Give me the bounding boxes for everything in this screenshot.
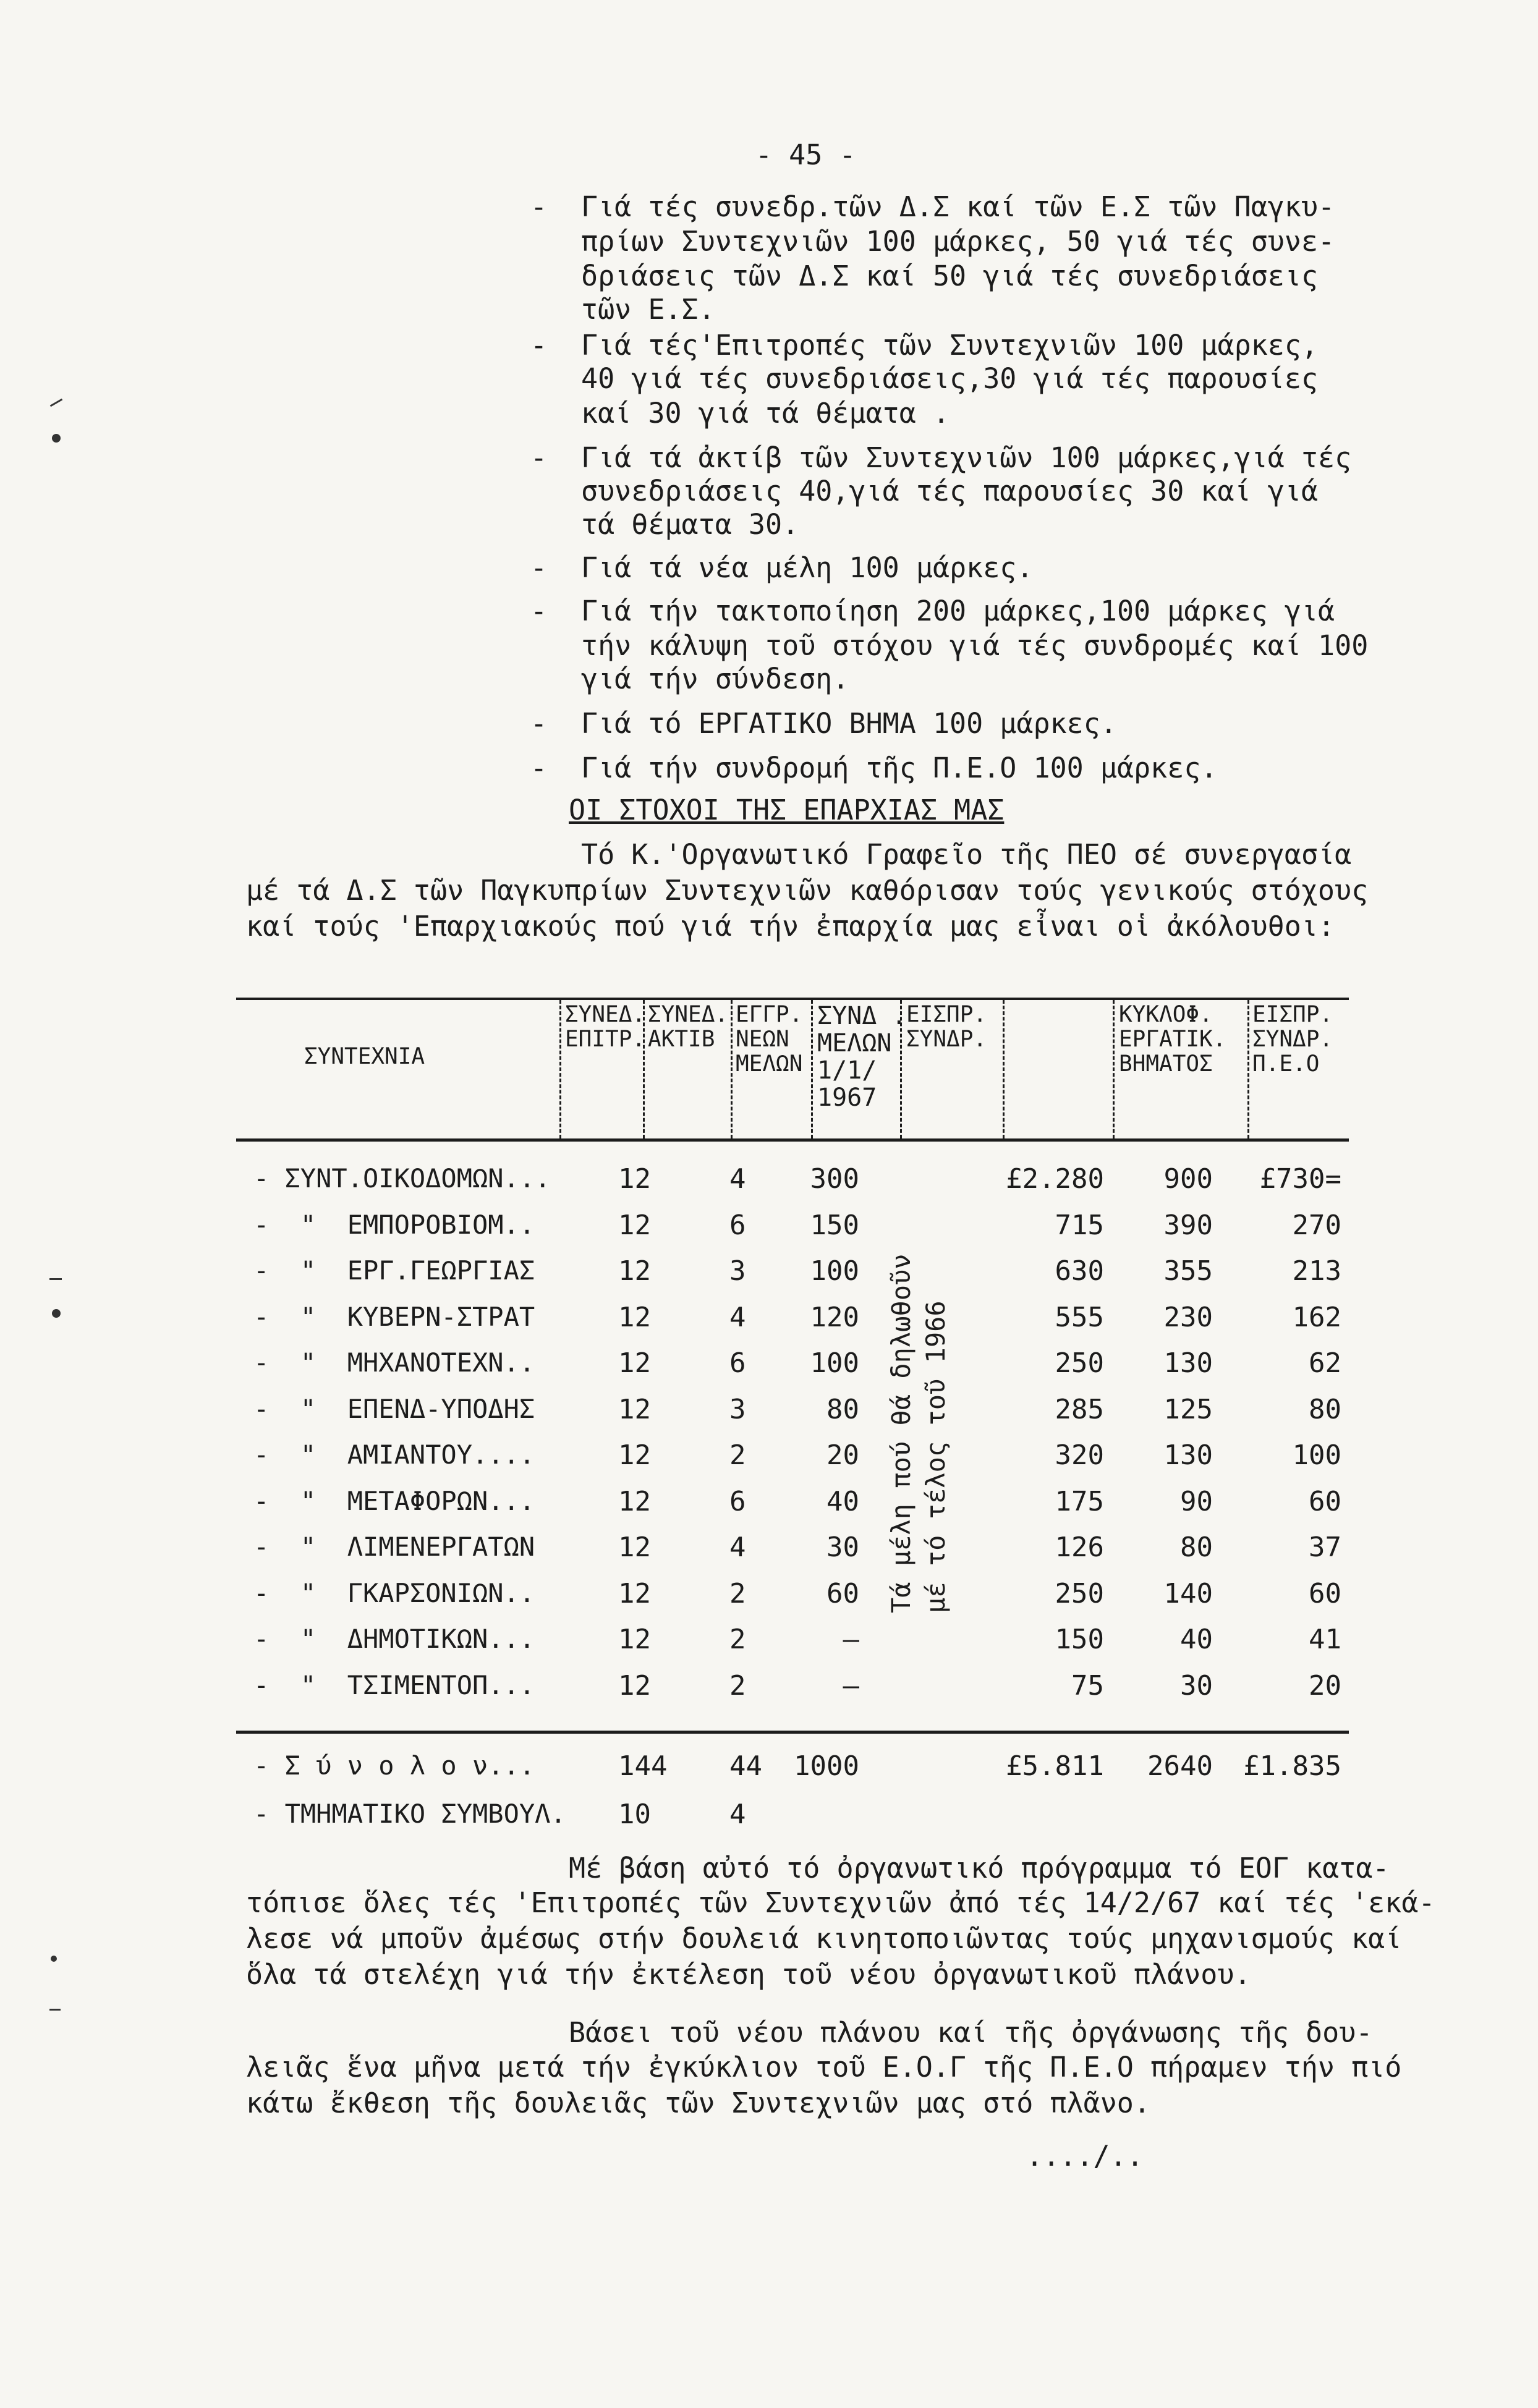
table-row-c6: 390 (1163, 1210, 1213, 1241)
table-row-c1: 12 (618, 1532, 651, 1563)
intro-item-2-line-1: Γιά τές'Επιτροπές τῶν Συντεχνιῶν 100 μάρκες, (581, 329, 1319, 362)
table-row-c7: 80 (1309, 1394, 1341, 1425)
table-row-c5: £2.280 (1006, 1163, 1104, 1195)
closing-paragraph-2-line-3: κάτω ἔκθεση τῆς δουλειᾶς τῶν Συντεχνιῶν μας στό πλᾶνο. (246, 2087, 1150, 2119)
total-row-c6: 2640 (1147, 1750, 1213, 1782)
intro-paragraph-line-2: μέ τά Δ.Σ τῶν Παγκυπρίων Συντεχνιῶν καθόρισαν τούς γενικούς στόχους (246, 874, 1369, 907)
table-row-c1: 12 (618, 1486, 651, 1517)
table-row-name: - " ΕΠΕΝΔ-ΥΠΟΔΗΣ (253, 1394, 535, 1424)
table-row-c5: 126 (1055, 1532, 1104, 1563)
margin-tick (50, 399, 63, 407)
intro-item-2-line-3: καί 30 γιά τά θέματα . (581, 397, 950, 430)
column-header-eispr-syndr: ΕΙΣΠΡ. ΣΥΝΔΡ. (906, 1002, 987, 1052)
rotated-note: Τά μέλη πού θά δηλωθοῦν μέ τό τέλος τοῦ 1966 (886, 1253, 951, 1613)
intro-item-5-line-1: Γιά τήν τακτοποίηση 200 μάρκες,100 μάρκες γιά (581, 595, 1335, 627)
table-row-name: - " ΛΙΜΕΝΕΡΓΑΤΩΝ (253, 1532, 535, 1562)
table-row-c5: 320 (1055, 1439, 1104, 1471)
table-row-c7: 41 (1309, 1624, 1341, 1655)
table-row-c3: 20 (826, 1439, 859, 1471)
column-header-synedr-epitr: ΣΥΝΕΔ. ΕΠΙΤΡ. (565, 1002, 646, 1052)
closing-paragraph-2-line-2: λειᾶς ἕνα μῆνα μετά τήν ἐγκύκλιον τοῦ Ε.Ο.Γ τῆς Π.Ε.Ο πήραμεν τήν πιό (246, 2051, 1402, 2084)
column-header-eispr-peo: ΕΙΣΠΡ. ΣΥΝΔΡ. Π.Ε.Ο (1252, 1002, 1333, 1077)
table-row-c5: 75 (1071, 1670, 1104, 1702)
table-row-c1: 12 (618, 1578, 651, 1609)
table-row-c7: 60 (1309, 1486, 1341, 1517)
column-header-synd-melon: ΣΥΝΔ . ΜΕΛΩΝ 1/1/ 1967 (817, 1002, 907, 1112)
table-row-c6: 130 (1163, 1439, 1213, 1471)
intro-item-1-line-2: πρίων Συντεχνιῶν 100 μάρκες, 50 γιά τές συνε- (581, 225, 1335, 258)
table-row-c6: 30 (1180, 1670, 1213, 1702)
intro-item-2-line-2: 40 γιά τές συνεδριάσεις,30 γιά τές παρουσίες (581, 362, 1319, 395)
intro-item-5-line-2: τήν κάλυψη τοῦ στόχου γιά τές συνδρομές καί 100 (581, 629, 1369, 662)
total-row-c7: £1.835 (1243, 1750, 1341, 1782)
table-row-name: - " ΚΥΒΕΡΝ-ΣΤΡΑΤ (253, 1302, 535, 1332)
table-total-rule (236, 1731, 1349, 1734)
table-row-c3: 150 (810, 1210, 859, 1241)
table-row-c1: 12 (618, 1255, 651, 1287)
table-row-c7: 213 (1292, 1255, 1341, 1287)
table-row-c6: 900 (1163, 1163, 1213, 1195)
table-row-name: - " ΕΜΠΟΡΟΒΙΟΜ.. (253, 1210, 535, 1240)
intro-item-1-line-4: τῶν Ε.Σ. (581, 293, 715, 326)
table-row-c1: 12 (618, 1347, 651, 1379)
total-row-c5: £5.811 (1006, 1750, 1104, 1782)
total-row-name: - ΤΜΗΜΑΤΙΚΟ ΣΥΜΒΟΥΛ. (253, 1799, 566, 1829)
margin-dot (51, 1956, 57, 1962)
table-row-name: - " ΔΗΜΟΤΙΚΩΝ... (253, 1624, 535, 1654)
table-row-c5: 630 (1055, 1255, 1104, 1287)
closing-paragraph-1-line-1: Μέ βάση αὐτό τό ὀργανωτικό πρόγραμμα τό ΕΟΓ κατα- (569, 1852, 1390, 1884)
total-row-c3: 1000 (794, 1750, 859, 1782)
table-row-c5: 150 (1055, 1624, 1104, 1655)
table-row-c3: — (843, 1624, 859, 1655)
table-row-c5: 250 (1055, 1347, 1104, 1379)
table-row-c3: — (843, 1670, 859, 1702)
header-separator (559, 1000, 561, 1138)
continuation-mark: ..../.. (1026, 2140, 1144, 2173)
bullet-dash: - (530, 190, 548, 223)
table-row-name: - ΣΥΝΤ.ΟΙΚΟΔΟΜΩΝ... (253, 1163, 551, 1193)
table-row-c5: 175 (1055, 1486, 1104, 1517)
table-row-c7: 62 (1309, 1347, 1341, 1379)
table-row-c6: 230 (1163, 1302, 1213, 1333)
margin-tick (49, 1278, 62, 1280)
closing-paragraph-1-line-3: λεσε νά μποῦν ἀμέσως στήν δουλειά κινητοποιῶντας τούς μηχανισμούς καί (246, 1922, 1402, 1955)
table-row-c2: 6 (729, 1347, 746, 1379)
table-row-c1: 12 (618, 1302, 651, 1333)
bullet-dash: - (530, 441, 548, 474)
intro-item-1-line-3: δριάσεις τῶν Δ.Σ καί 50 γιά τές συνεδριάσεις (581, 260, 1319, 292)
table-row-c7: 270 (1292, 1210, 1341, 1241)
table-row-c1: 12 (618, 1439, 651, 1471)
intro-item-3-line-1: Γιά τά ἀκτίβ τῶν Συντεχνιῶν 100 μάρκες,γιά τές (581, 441, 1352, 474)
table-row-c7: 37 (1309, 1532, 1341, 1563)
table-row-c6: 80 (1180, 1532, 1213, 1563)
table-row-c5: 555 (1055, 1302, 1104, 1333)
total-row-c1: 10 (618, 1799, 651, 1830)
table-row-name: - " ΓΚΑΡΣΟΝΙΩΝ.. (253, 1578, 535, 1608)
margin-dot (52, 434, 61, 443)
intro-paragraph-line-3: καί τούς 'Επαρχιακούς πού γιά τήν ἐπαρχία μας εἶναι οἱ ἀκόλουθοι: (246, 910, 1335, 943)
table-row-c2: 4 (729, 1302, 746, 1333)
bullet-dash: - (530, 752, 548, 784)
table-row-c2: 2 (729, 1578, 746, 1609)
table-row-c6: 40 (1180, 1624, 1213, 1655)
column-header-kykloforia-vimatos: ΚΥΚΛΟΦ. ΕΡΓΑΤΙΚ. ΒΗΜΑΤΟΣ (1119, 1002, 1226, 1077)
header-separator (1003, 1000, 1005, 1138)
table-row-c2: 2 (729, 1670, 746, 1702)
table-row-c1: 12 (618, 1670, 651, 1702)
intro-item-3-line-3: τά θέματα 30. (581, 508, 799, 541)
intro-item-6-line-1: Γιά τό ΕΡΓΑΤΙΚΟ ΒΗΜΑ 100 μάρκες. (581, 707, 1117, 740)
bullet-dash: - (530, 707, 548, 740)
closing-paragraph-1-line-4: ὅλα τά στελέχη γιά τήν ἐκτέλεση τοῦ νέου ὀργανωτικοῦ πλάνου. (246, 1958, 1251, 1991)
column-header-eggr-neon-melon: ΕΓΓΡ. ΝΕΩΝ ΜΕΛΩΝ (736, 1002, 803, 1077)
table-row-c3: 30 (826, 1532, 859, 1563)
column-header-syntechnia: ΣΥΝΤΕΧΝΙΑ (304, 1044, 425, 1069)
intro-paragraph-line-1: Τό Κ.'Οργανωτικό Γραφεῖο τῆς ΠΕΟ σέ συνεργασία (581, 838, 1352, 871)
table-row-c3: 100 (810, 1255, 859, 1287)
table-row-name: - " ΤΣΙΜΕΝΤΟΠ... (253, 1670, 535, 1700)
table-row-name: - " ΜΗΧΑΝΟΤΕΧΝ.. (253, 1347, 535, 1378)
table-row-c1: 12 (618, 1394, 651, 1425)
table-row-c7: 162 (1292, 1302, 1341, 1333)
table-row-c7: £730= (1259, 1163, 1341, 1195)
margin-tick (49, 2009, 61, 2011)
header-separator (1113, 1000, 1115, 1138)
table-row-c3: 80 (826, 1394, 859, 1425)
table-row-c6: 355 (1163, 1255, 1213, 1287)
table-row-c2: 3 (729, 1394, 746, 1425)
page-number: - 45 - (755, 138, 856, 171)
table-row-c3: 40 (826, 1486, 859, 1517)
total-row-c2: 44 (729, 1750, 762, 1782)
table-row-c7: 60 (1309, 1578, 1341, 1609)
table-row-c6: 140 (1163, 1578, 1213, 1609)
table-row-c3: 100 (810, 1347, 859, 1379)
intro-item-1-line-1: Γιά τές συνεδρ.τῶν Δ.Σ καί τῶν Ε.Σ τῶν Παγκυ- (581, 190, 1335, 223)
table-row-c2: 4 (729, 1163, 746, 1195)
table-row-c6: 90 (1180, 1486, 1213, 1517)
margin-dot (52, 1309, 61, 1318)
table-row-c6: 130 (1163, 1347, 1213, 1379)
total-row-c2: 4 (729, 1799, 746, 1830)
table-row-c6: 125 (1163, 1394, 1213, 1425)
table-row-c5: 285 (1055, 1394, 1104, 1425)
table-row-name: - " ΜΕΤΑΦΟΡΩΝ... (253, 1486, 535, 1516)
intro-item-4-line-1: Γιά τά νέα μέλη 100 μάρκες. (581, 551, 1034, 584)
bullet-dash: - (530, 595, 548, 627)
total-row-c1: 144 (618, 1750, 668, 1782)
bullet-dash: - (530, 551, 548, 584)
table-row-c2: 2 (729, 1624, 746, 1655)
header-separator (811, 1000, 813, 1138)
header-separator (731, 1000, 733, 1138)
closing-paragraph-2-line-1: Βάσει τοῦ νέου πλάνου καί τῆς ὀργάνωσης τῆς δου- (569, 2016, 1373, 2049)
intro-item-7-line-1: Γιά τήν συνδρομή τῆς Π.Ε.Ο 100 μάρκες. (581, 752, 1218, 784)
table-row-c5: 715 (1055, 1210, 1104, 1241)
table-row-c2: 6 (729, 1486, 746, 1517)
table-row-c3: 300 (810, 1163, 859, 1195)
bullet-dash: - (530, 329, 548, 362)
column-header-synedr-aktiv: ΣΥΝΕΔ. ΑΚΤΙΒ (648, 1002, 729, 1052)
intro-item-3-line-2: συνεδριάσεις 40,γιά τές παρουσίες 30 καί γιά (581, 475, 1319, 507)
table-row-name: - " ΕΡΓ.ΓΕΩΡΓΙΑΣ (253, 1255, 535, 1286)
table-row-c2: 4 (729, 1532, 746, 1563)
table-row-c7: 20 (1309, 1670, 1341, 1702)
table-row-c3: 60 (826, 1578, 859, 1609)
table-row-c1: 12 (618, 1163, 651, 1195)
total-row-name: - Σ ύ ν ο λ ο ν... (253, 1750, 535, 1781)
table-row-c3: 120 (810, 1302, 859, 1333)
intro-item-5-line-3: γιά τήν σύνδεση. (581, 663, 849, 695)
table-row-name: - " ΑΜΙΑΝΤΟΥ.... (253, 1439, 535, 1470)
closing-paragraph-1-line-2: τόπισε ὅλες τές 'Επιτροπές τῶν Συντεχνιῶν ἀπό τές 14/2/67 καί τές 'εκά- (246, 1886, 1435, 1919)
table-row-c7: 100 (1292, 1439, 1341, 1471)
table-top-rule (236, 998, 1349, 1000)
table-row-c1: 12 (618, 1210, 651, 1241)
table-row-c5: 250 (1055, 1578, 1104, 1609)
table-header-rule (236, 1138, 1349, 1142)
header-separator (1247, 1000, 1249, 1138)
table-row-c2: 6 (729, 1210, 746, 1241)
table-row-c2: 2 (729, 1439, 746, 1471)
table-row-c1: 12 (618, 1624, 651, 1655)
section-heading: ΟΙ ΣΤΟΧΟΙ ΤΗΣ ΕΠΑΡΧΙΑΣ ΜΑΣ (569, 794, 1005, 826)
table-row-c2: 3 (729, 1255, 746, 1287)
